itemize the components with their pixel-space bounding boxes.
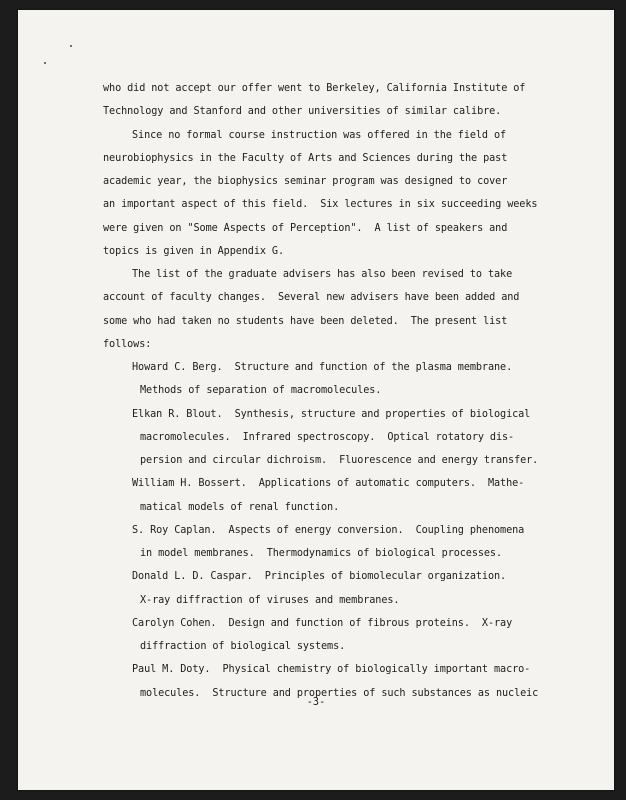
text-line: account of faculty changes. Several new advisers have been added and xyxy=(103,292,520,304)
text-line: S. Roy Caplan. Aspects of energy conversion. Coupling phenomena xyxy=(132,524,525,536)
text-line: topics is given in Appendix G. xyxy=(103,245,285,257)
text-line: macromolecules. Infrared spectroscopy. Optical rotatory dis- xyxy=(140,431,515,443)
paragraph-seminar-program xyxy=(103,124,543,264)
adviser-bossert xyxy=(103,472,543,519)
paper-speck xyxy=(70,45,72,47)
text-line: Howard C. Berg. Structure and function of the plasma membrane. xyxy=(132,362,513,373)
document-body xyxy=(103,77,543,705)
text-line: Donald L. D. Caspar. Principles of biomolecular organization. xyxy=(132,571,507,583)
paragraph-graduate-advisers xyxy=(103,263,543,356)
text-line: Since no formal course instruction was offered in the field of xyxy=(132,129,507,141)
adviser-berg xyxy=(103,356,543,403)
text-line: Elkan R. Blout. Synthesis, structure and properties of biological xyxy=(132,408,531,420)
paragraph-continuation xyxy=(103,77,543,124)
text-line: The list of the graduate advisers has also been revised to take xyxy=(132,269,513,280)
text-line: neurobiophysics in the Faculty of Arts and Sciences during the past xyxy=(103,152,508,164)
adviser-blout xyxy=(103,403,543,473)
text-line: who did not accept our offer went to Berkeley, California Institute of xyxy=(103,83,526,94)
text-line: molecules. Structure and properties of such substances as nucleic xyxy=(140,687,539,699)
page-number: -3- xyxy=(306,697,326,708)
adviser-caplan xyxy=(103,519,543,566)
adviser-cohen xyxy=(103,612,543,659)
text-line: Technology and Stanford and other universities of similar calibre. xyxy=(103,106,502,118)
text-line: Methods of separation of macromolecules. xyxy=(140,385,382,397)
document-page xyxy=(18,10,614,790)
text-line: diffraction of biological systems. xyxy=(140,641,346,652)
text-line: in model membranes. Thermodynamics of biological processes. xyxy=(140,548,503,559)
text-line: Paul M. Doty. Physical chemistry of biologically important macro- xyxy=(132,664,531,676)
text-line: X-ray diffraction of viruses and membranes. xyxy=(140,594,400,606)
text-line: were given on "Some Aspects of Perception". A list of speakers and xyxy=(103,222,508,234)
paper-speck xyxy=(44,62,46,64)
text-line: matical models of renal function. xyxy=(140,501,340,513)
adviser-caspar xyxy=(103,565,543,612)
text-line: some who had taken no students have been deleted. The present list xyxy=(103,315,508,327)
text-line: academic year, the biophysics seminar program was designed to cover xyxy=(103,176,508,187)
text-line: William H. Bossert. Applications of automatic computers. Mathe- xyxy=(132,478,525,490)
text-line: persion and circular dichroism. Fluorescence and energy transfer. xyxy=(140,455,539,466)
text-line: Carolyn Cohen. Design and function of fibrous proteins. X-ray xyxy=(132,617,513,629)
text-line: follows: xyxy=(103,338,152,350)
text-line: an important aspect of this field. Six lectures in six succeeding weeks xyxy=(103,199,538,211)
